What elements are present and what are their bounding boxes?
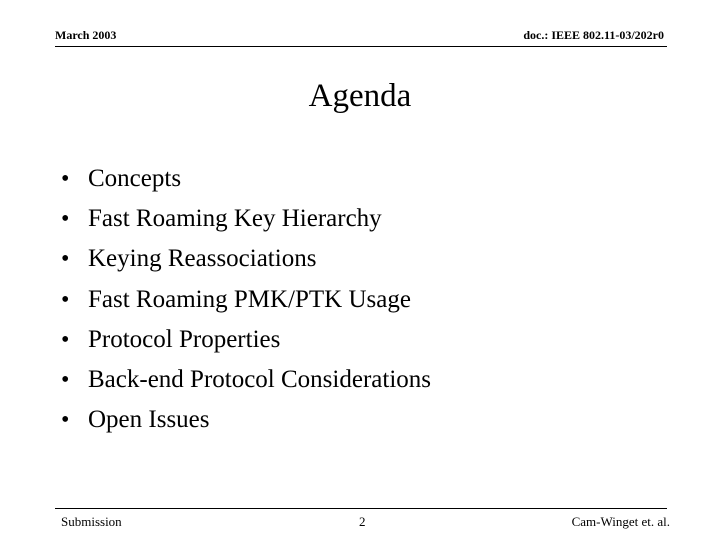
agenda-item (0, 199, 620, 239)
agenda-item-text: Concepts (88, 165, 182, 192)
bullet-icon: • (61, 327, 70, 353)
agenda-item-text: Open Issues (88, 406, 210, 433)
agenda-item (0, 320, 620, 360)
agenda-item (0, 360, 620, 400)
slide-title: Agenda (308, 78, 412, 114)
agenda-item-text: Protocol Properties (88, 326, 281, 353)
bullet-icon: • (61, 206, 70, 232)
header-date: March 2003 (55, 28, 117, 42)
header-divider (55, 46, 667, 47)
bullet-icon: • (61, 287, 70, 313)
agenda-item (0, 159, 620, 199)
agenda-item-text: Keying Reassociations (88, 245, 317, 272)
page-number: 2 (359, 514, 366, 529)
agenda-item-text: Back-end Protocol Considerations (88, 366, 431, 393)
agenda-item (0, 239, 620, 279)
bullet-icon: • (61, 407, 70, 433)
footer-submission: Submission (61, 514, 122, 529)
header-doc-id: doc.: IEEE 802.11-03/202r0 (523, 28, 664, 42)
bullet-icon: • (61, 367, 70, 393)
agenda-item (0, 280, 620, 320)
agenda-item-text: Fast Roaming Key Hierarchy (88, 205, 382, 232)
agenda-item (0, 400, 620, 440)
footer-divider (55, 508, 667, 509)
bullet-icon: • (61, 166, 70, 192)
agenda-item-text: Fast Roaming PMK/PTK Usage (88, 286, 411, 313)
bullet-icon: • (61, 246, 70, 272)
footer-author: Cam-Winget et. al. (571, 514, 670, 529)
